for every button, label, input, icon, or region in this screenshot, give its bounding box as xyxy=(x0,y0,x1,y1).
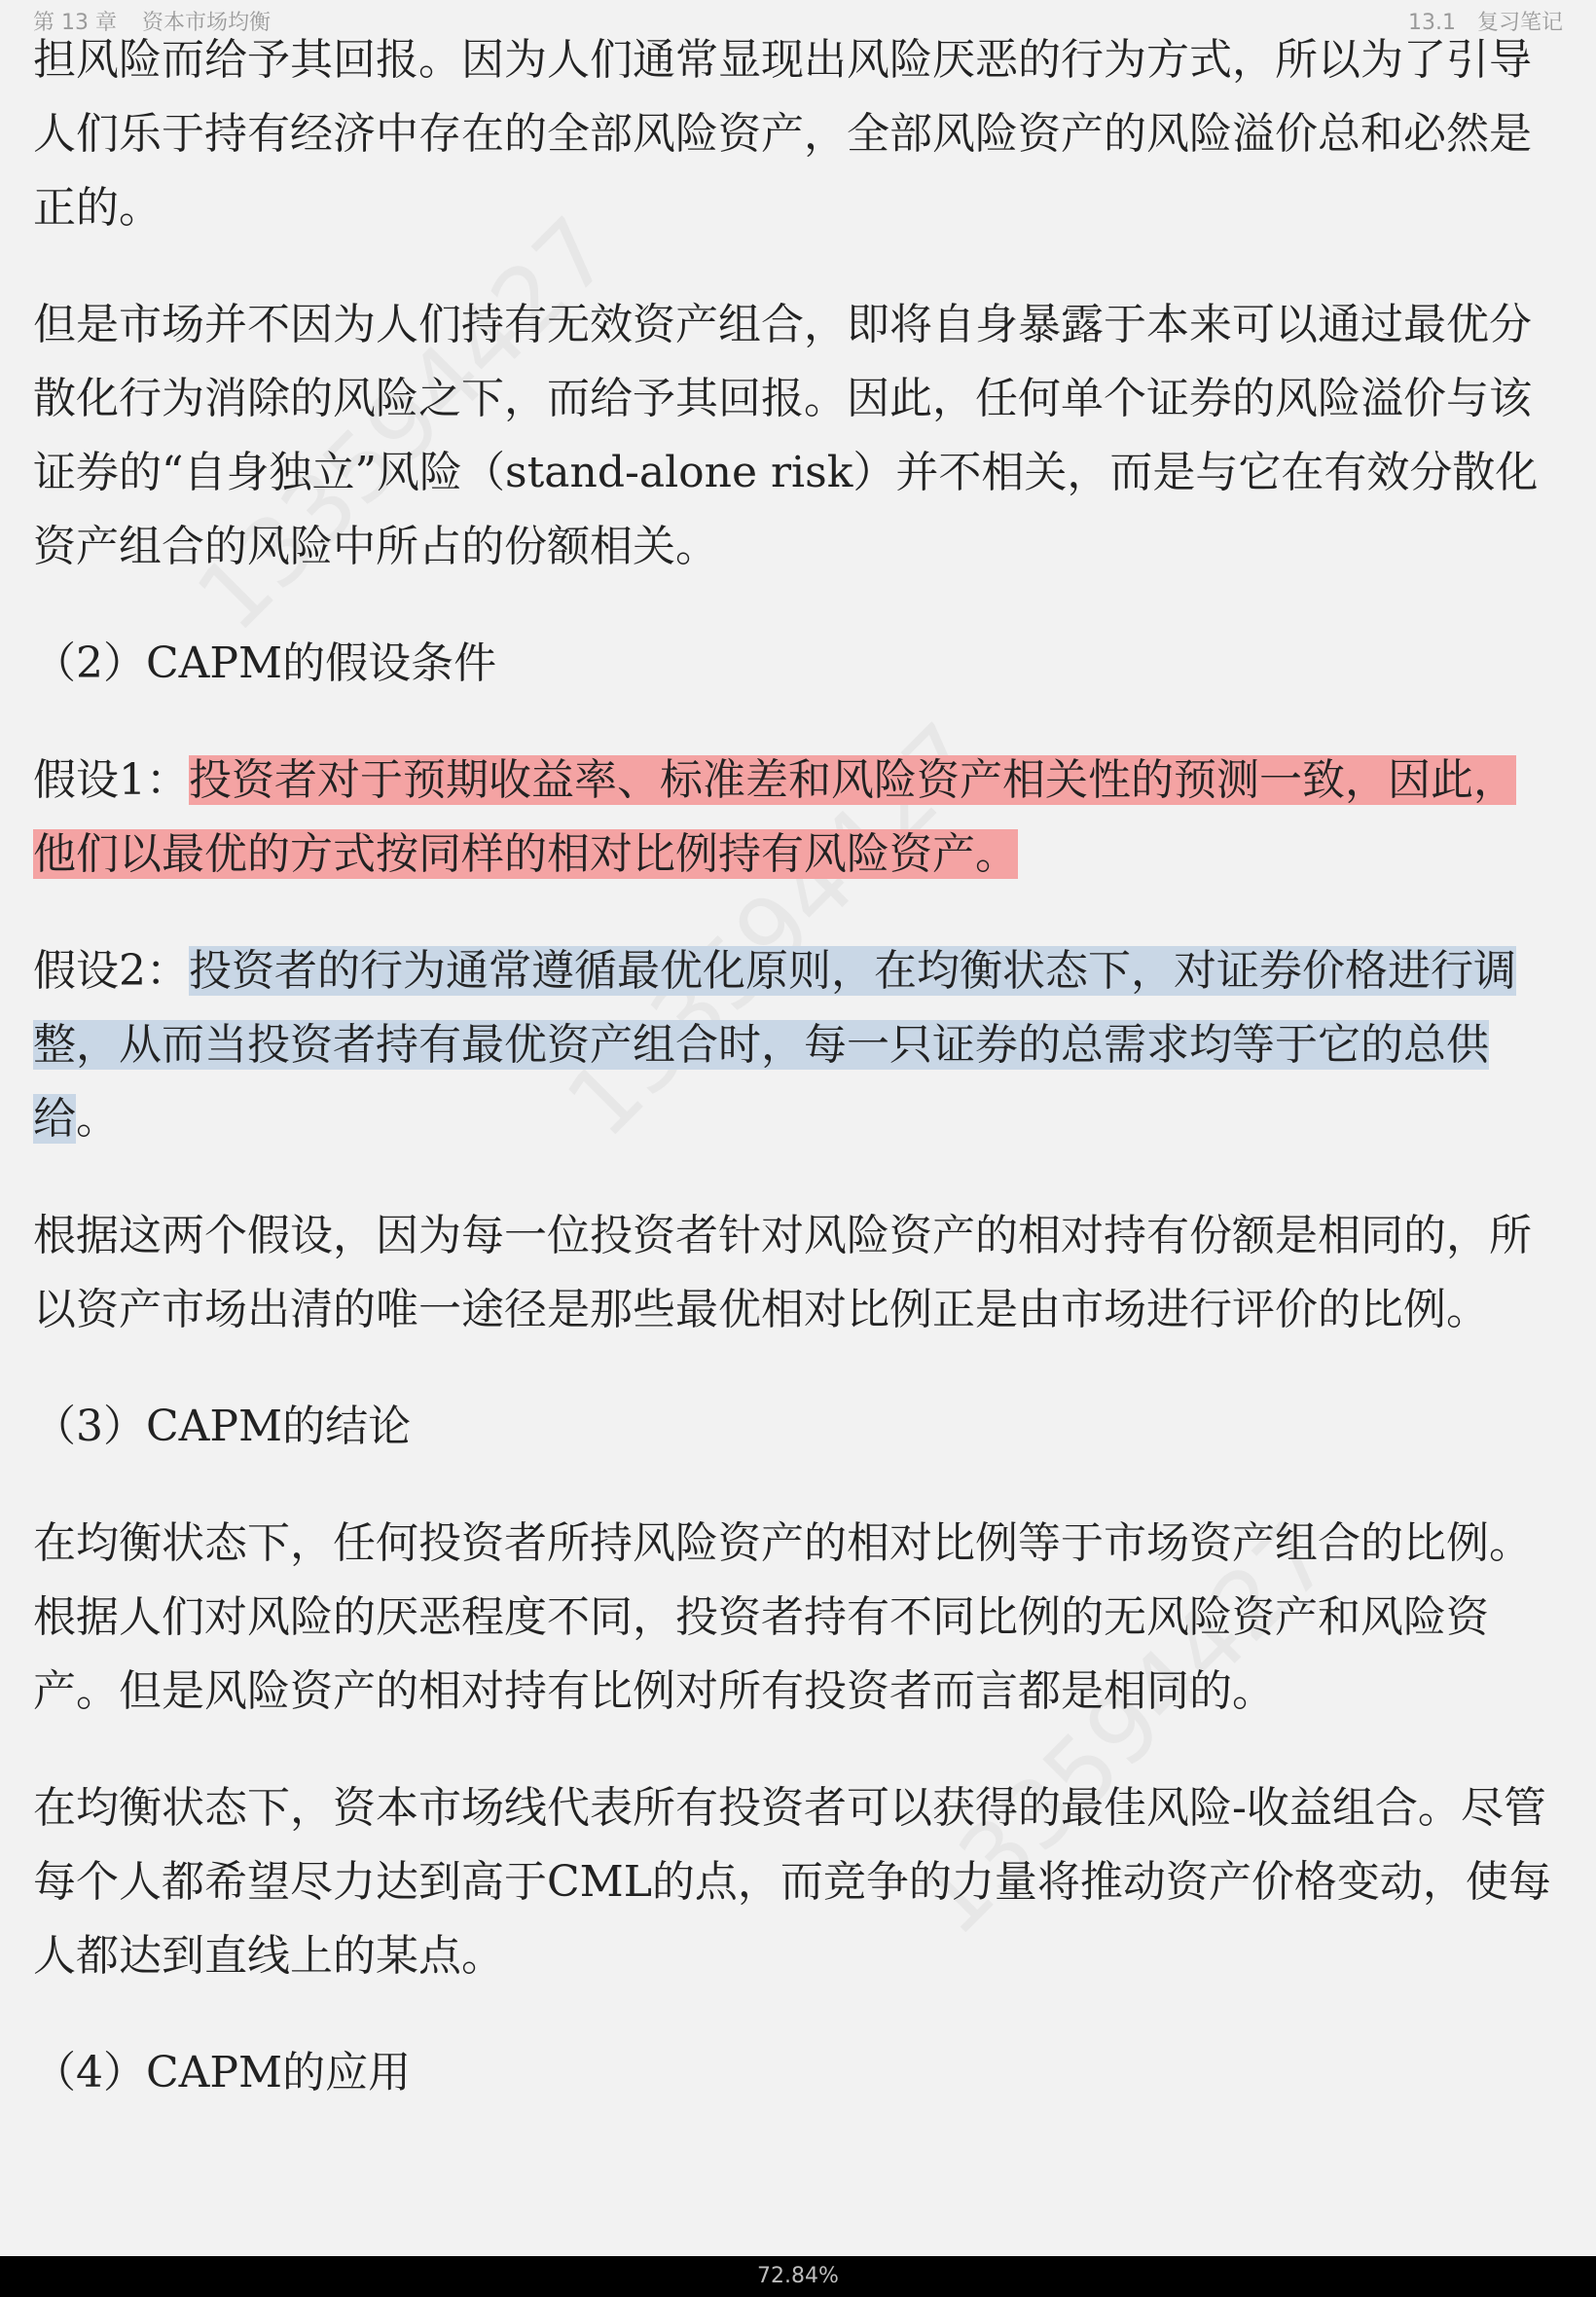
paragraph-1: 担风险而给予其回报。因为人们通常显现出风险厌恶的行为方式，所以为了引导人们乐于持有经济中存在的全部风险资产，全部风险资产的风险溢价总和必然是正的。 xyxy=(33,35,1532,233)
paragraph-3: 根据这两个假设，因为每一位投资者针对风险资产的相对持有份额是相同的，所以资产市场出清的唯一途径是那些最优相对比例正是由市场进行评价的比例。 xyxy=(33,1211,1532,1334)
assumption-2 xyxy=(33,934,1557,1156)
assumption-2-end: 。 xyxy=(76,1094,119,1144)
assumption-1-label: 假设1： xyxy=(33,755,189,805)
section-number: 13.1 xyxy=(1408,11,1456,35)
assumption-2-highlight[interactable]: 投资者的行为通常遵循最优化原则，在均衡状态下，对证券价格进行调整，从而当投资者持有最优资产组合时，每一只证券的总需求均等于它的总供给 xyxy=(33,946,1516,1144)
chapter-title: 资本市场均衡 xyxy=(141,11,271,35)
assumption-1 xyxy=(33,744,1557,892)
heading-applications: （4）CAPM的应用 xyxy=(33,2048,412,2097)
heading-assumptions: （2）CAPM的假设条件 xyxy=(33,638,497,688)
reading-progress: 72.84% xyxy=(757,2264,839,2288)
paragraph-2: 但是市场并不因为人们持有无效资产组合，即将自身暴露于本来可以通过最优分散化行为消除的风险之下，而给予其回报。因此，任何单个证券的风险溢价与该证券的“自身独立”风险（stand-alone risk）并不相关，而是与它在有效分散化资产组合的风险中所占的份额相关。 xyxy=(33,300,1539,571)
paragraph-4: 在均衡状态下，任何投资者所持风险资产的相对比例等于市场资产组合的比例。根据人们对风险的厌恶程度不同，投资者持有不同比例的无风险资产和风险资产。但是风险资产的相对持有比例对所有投资者而言都是相同的。 xyxy=(33,1518,1532,1716)
reader-content xyxy=(33,23,1557,2153)
heading-conclusions: （3）CAPM的结论 xyxy=(33,1402,412,1451)
paragraph-5: 在均衡状态下，资本市场线代表所有投资者可以获得的最佳风险-收益组合。尽管每个人都希望尽力达到高于CML的点，而竞争的力量将推动资产价格变动，使每人都达到直线上的某点。 xyxy=(33,1783,1551,1981)
assumption-1-highlight[interactable]: 投资者对于预期收益率、标准差和风险资产相关性的预测一致，因此，他们以最优的方式按同样的相对比例持有风险资产。 xyxy=(33,755,1516,879)
assumption-2-label: 假设2： xyxy=(33,946,189,996)
section-title: 复习笔记 xyxy=(1476,11,1563,35)
reading-progress-bar xyxy=(0,2256,1596,2297)
chapter-number: 第 13 章 xyxy=(33,11,117,35)
